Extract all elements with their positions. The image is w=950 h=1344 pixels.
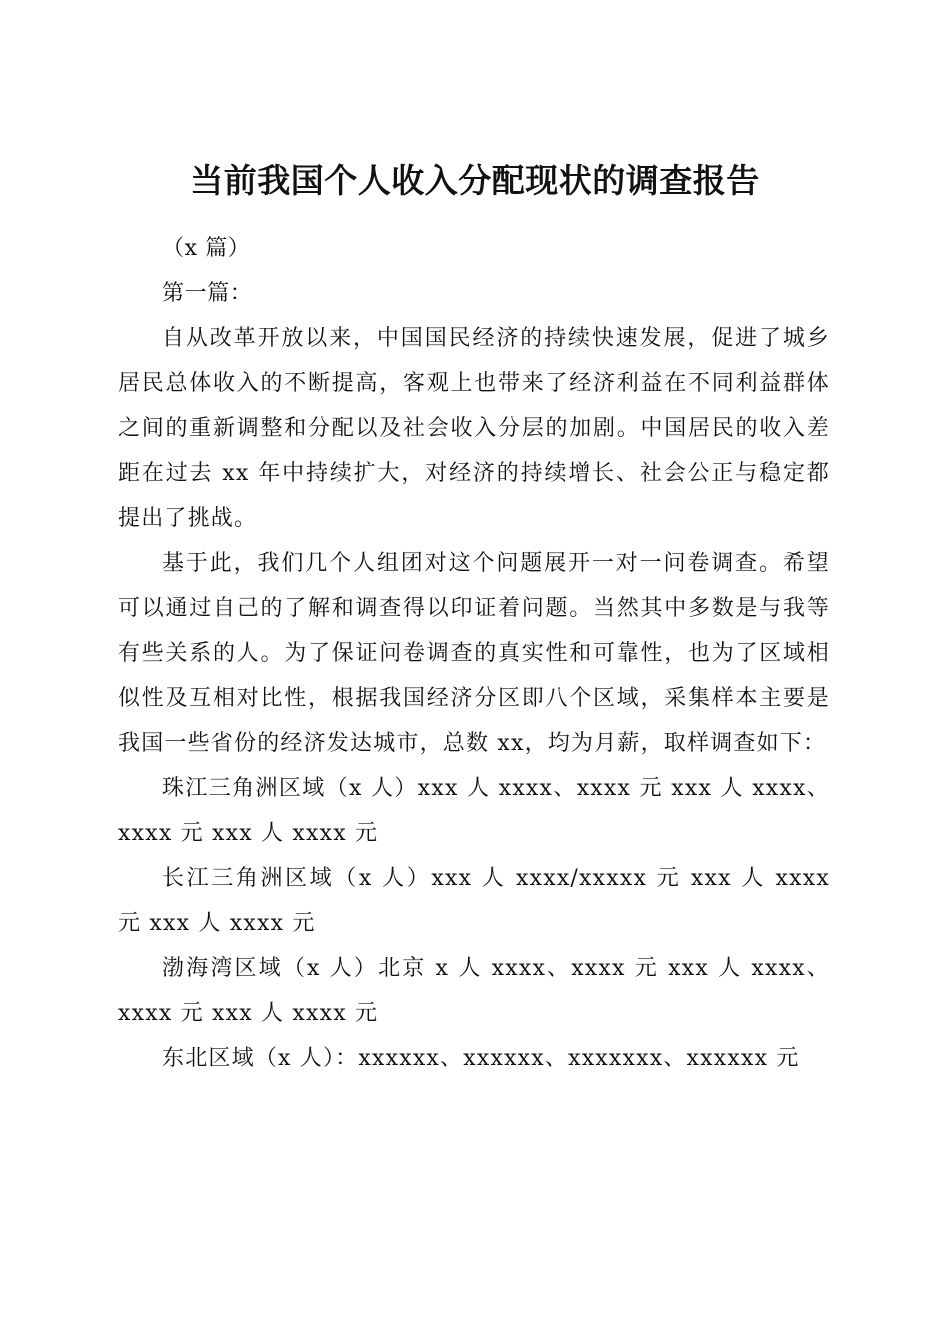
region-bohai-bay: 渤海湾区域（x 人）北京 x 人 xxxx、xxxx 元 xxx 人 xxxx、xxxx 元 xxx 人 xxxx 元	[118, 956, 830, 1026]
intro-paragraph: 自从改革开放以来，中国国民经济的持续快速发展，促进了城乡居民总体收入的不断提高，客观上也带来了经济利益在不同利益群体之间的重新调整和分配以及社会收入分层的加剧。中国居民的收入差距在过去 xx 年中持续扩大，对经济的持续增长、社会公正与稳定都提出了挑战。	[118, 326, 830, 531]
article-count-label: （x 篇）	[162, 236, 251, 261]
region-pearl-river-delta: 珠江三角洲区域（x 人）xxx 人 xxxx、xxxx 元 xxx 人 xxxx、xxxx 元 xxx 人 xxxx 元	[118, 776, 830, 846]
region-northeast: 东北区域（x 人）：xxxxxx、xxxxxx、xxxxxxx、xxxxxx 元	[162, 1046, 800, 1071]
region-yangtze-river-delta: 长江三角洲区域（x 人）xxx 人 xxxx/xxxxx 元 xxx 人 xxxx 元 xxx 人 xxxx 元	[118, 866, 830, 936]
method-paragraph: 基于此，我们几个人组团对这个问题展开一对一问卷调查。希望可以通过自己的了解和调查得以印证着问题。当然其中多数是与我等有些关系的人。为了保证问卷调查的真实性和可靠性，也为了区域相似性及互相对比性，根据我国经济分区即八个区域，采集样本主要是我国一些省份的经济发达城市，总数 xx，均为月薪，取样调查如下：	[118, 551, 830, 756]
document-body	[118, 226, 830, 1081]
section-heading: 第一篇：	[162, 281, 253, 306]
document-title: 当前我国个人收入分配现状的调查报告	[190, 161, 760, 201]
